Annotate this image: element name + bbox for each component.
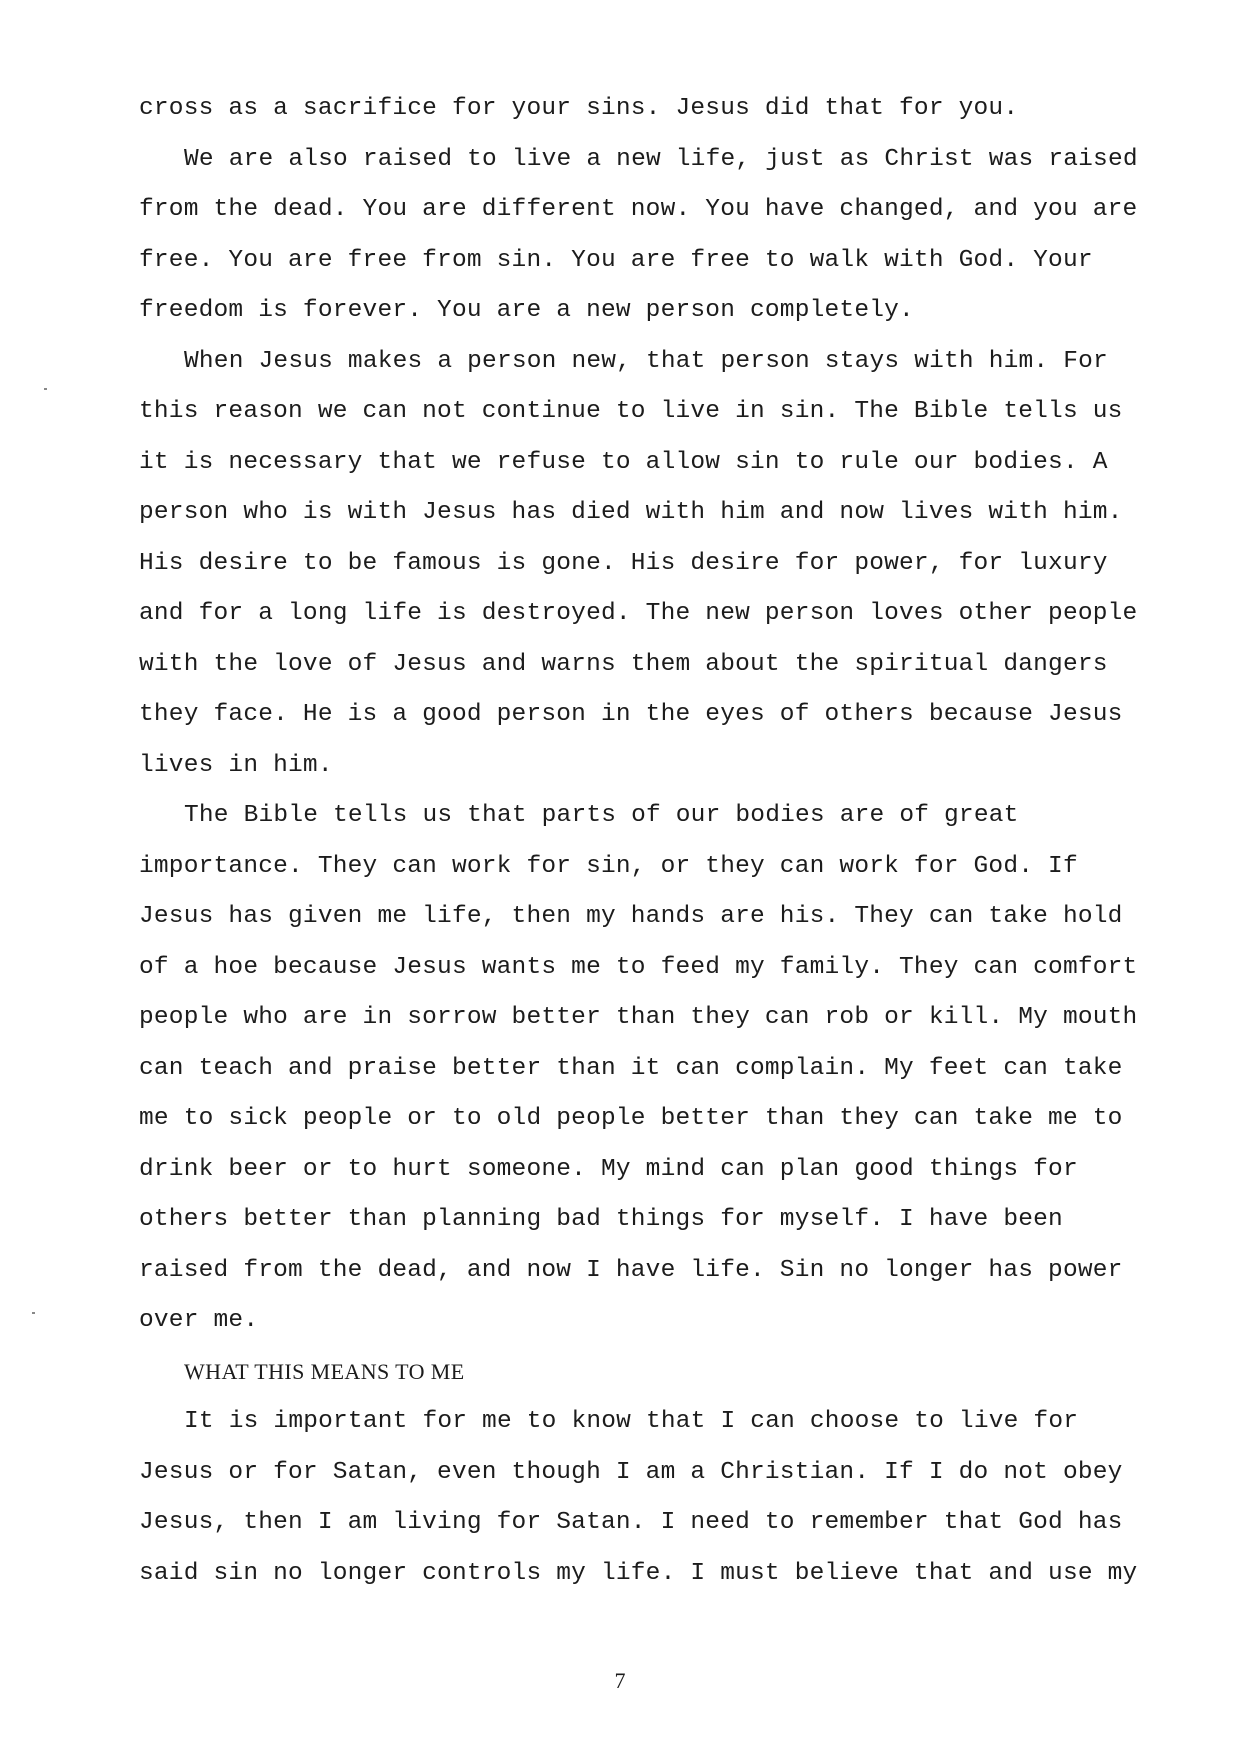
text-line: they face. He is a good person in the eyes of others because Jesus: [139, 701, 1123, 728]
paragraph-start-line: When Jesus makes a person new, that person stays with him. For: [184, 347, 1108, 375]
text-line: said sin no longer controls my life. I must believe that and use my: [139, 1559, 1138, 1587]
text-line: me to sick people or to old people better than they can take me to: [139, 1105, 1123, 1132]
text-line: with the love of Jesus and warns them about the spiritual dangers: [139, 650, 1108, 678]
text-line: others better than planning bad things for myself. I have been: [139, 1206, 1063, 1233]
text-line: can teach and praise better than it can complain. My feet can take: [139, 1054, 1123, 1082]
scan-speck: [32, 1312, 35, 1314]
text-line: cross as a sacrifice for your sins. Jesus did that for you.: [139, 95, 1019, 122]
text-line: people who are in sorrow better than they can rob or kill. My mouth: [139, 1004, 1138, 1031]
body-text: [139, 84, 1179, 1599]
text-line: His desire to be famous is gone. His desire for power, for luxury: [139, 549, 1108, 577]
text-line: Jesus, then I am living for Satan. I need to remember that God has: [139, 1509, 1123, 1536]
text-line: and for a long life is destroyed. The new person loves other people: [139, 600, 1138, 627]
paragraph-start-line: We are also raised to live a new life, just as Christ was raised: [184, 145, 1138, 173]
section-heading: WHAT THIS MEANS TO ME: [184, 1358, 465, 1384]
text-line: Jesus or for Satan, even though I am a Christian. If I do not obey: [139, 1458, 1123, 1486]
paragraph-start-line: It is important for me to know that I can choose to live for: [184, 1408, 1079, 1435]
text-line: lives in him.: [139, 751, 333, 779]
paragraph-start-line: The Bible tells us that parts of our bodies are of great: [184, 802, 1019, 829]
text-line: this reason we can not continue to live in sin. The Bible tells us: [139, 398, 1123, 425]
text-line: from the dead. You are different now. You have changed, and you are: [139, 196, 1138, 223]
text-line: Jesus has given me life, then my hands are his. They can take hold: [139, 903, 1123, 930]
scan-speck: [44, 388, 47, 390]
page-number: 7: [614, 1668, 626, 1693]
text-line: freedom is forever. You are a new person completely.: [139, 297, 914, 324]
text-line: free. You are free from sin. You are free to walk with God. Your: [139, 246, 1093, 274]
text-line: it is necessary that we refuse to allow sin to rule our bodies. A: [139, 448, 1108, 476]
text-line: person who is with Jesus has died with him and now lives with him.: [139, 499, 1123, 526]
text-line: drink beer or to hurt someone. My mind can plan good things for: [139, 1155, 1078, 1183]
text-line: over me.: [139, 1307, 259, 1334]
text-line: importance. They can work for sin, or they can work for God. If: [139, 852, 1078, 880]
text-line: of a hoe because Jesus wants me to feed my family. They can comfort: [139, 953, 1138, 981]
text-line: raised from the dead, and now I have life. Sin no longer has power: [139, 1256, 1123, 1284]
